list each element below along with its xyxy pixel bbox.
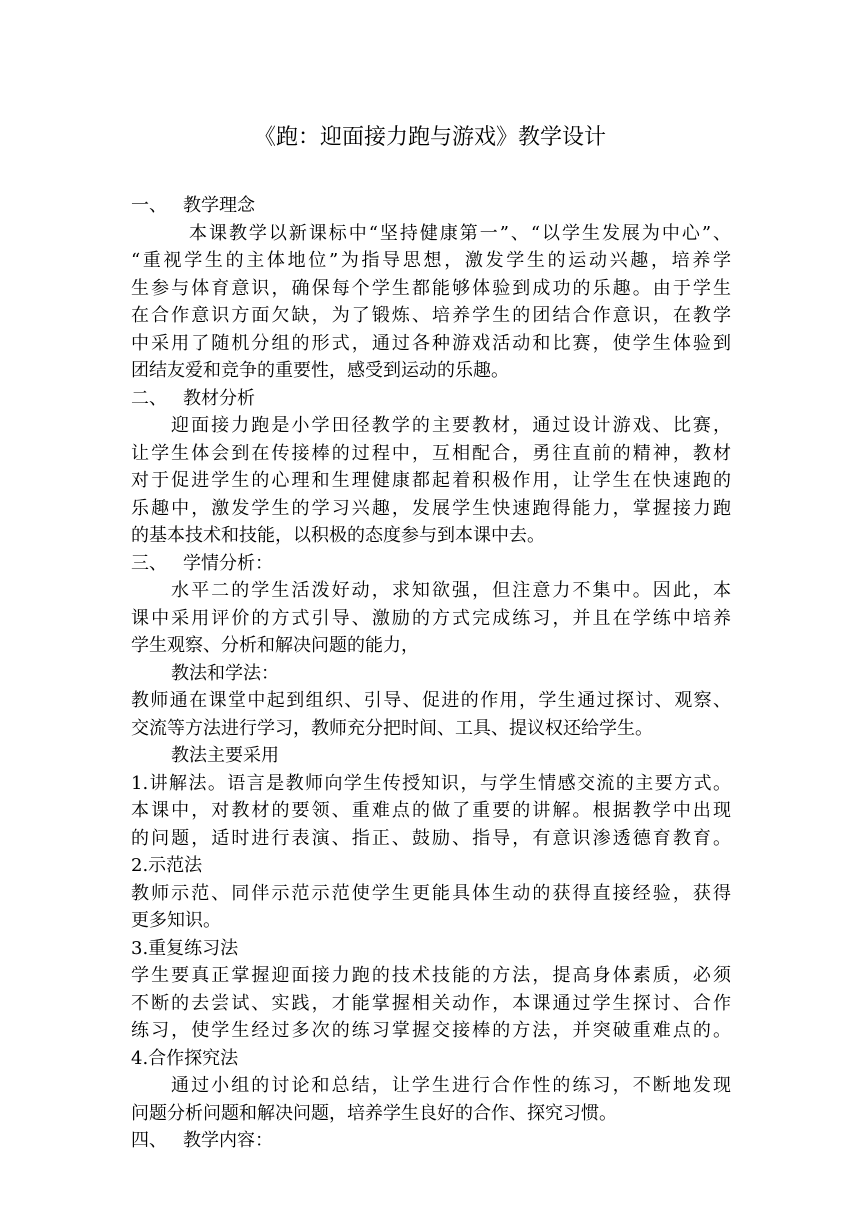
section-title: 教学内容： [183, 1130, 273, 1151]
section-number: 一、 [131, 195, 167, 216]
section-number: 二、 [131, 387, 167, 409]
paragraph-line: “重视学生的主体地位”为指导思想，激发学生的运动兴趣，培养学 [131, 250, 731, 271]
subheading-methods: 教法和学法： [171, 662, 279, 684]
paragraph-line: 练习，使学生经过多次的练习掌握交接棒的方法，并突破重难点的。 [131, 1020, 731, 1041]
paragraph-line: 学生要真正掌握迎面接力跑的技术技能的方法，提高身体素质，必须 [131, 965, 731, 986]
method-title-4: 4.合作探究法 [131, 1047, 239, 1069]
section-heading-4 [131, 1127, 731, 1155]
section-number: 三、 [131, 552, 167, 574]
paragraph-line: 学生观察、分析和解决问题的能力， [131, 635, 419, 656]
section-heading-2 [131, 385, 731, 413]
paragraph-line: 在合作意识方面欠缺，为了锻炼、培养学生的团结合作意识，在教学 [131, 305, 731, 326]
paragraph-line: 教师示范、同伴示范示范使学生更能具体生动的获得直接经验，获得 [131, 882, 731, 904]
paragraph-line: 交流等方法进行学习，教师充分把时间、工具、提议权还给学生。 [131, 717, 653, 739]
document-body [131, 192, 731, 1155]
paragraph-line: 教师通在课堂中起到组织、引导、促进的作用，学生通过探讨、观察、 [131, 690, 731, 711]
paragraph-line: 更多知识。 [131, 910, 221, 931]
paragraph-line: 通过小组的讨论和总结，让学生进行合作性的练习，不断地发现 [171, 1075, 731, 1096]
paragraph-line: 1.讲解法。语言是教师向学生传授知识，与学生情感交流的主要方式。 [131, 772, 731, 794]
paragraph-line: 本课中，对教材的要领、重难点的做了重要的讲解。根据教学中出现 [131, 800, 731, 821]
method-title-2: 2.示范法 [131, 855, 203, 876]
paragraph-line: 乐趣中，激发学生的学习兴趣，发展学生快速跑得能力，掌握接力跑 [131, 497, 731, 519]
paragraph-line: 本课教学以新课标中“坚持健康第一”、“以学生发展为中心”、 [189, 222, 731, 244]
section-title: 教材分析 [183, 387, 255, 409]
paragraph-line: 问题分析问题和解决问题，培养学生良好的合作、探究习惯。 [131, 1102, 617, 1124]
paragraph-line: 让学生体会到在传接棒的过程中，互相配合，勇往直前的精神，教材 [131, 442, 731, 464]
section-number: 四、 [131, 1130, 167, 1151]
paragraph-line: 生参与体育意识，确保每个学生都能够体验到成功的乐趣。由于学生 [131, 277, 731, 299]
paragraph-line: 的问题，适时进行表演、指正、鼓励、指导，有意识渗透德育教育。 [131, 827, 731, 849]
paragraph-line: 对于促进学生的心理和生理健康都起着积极作用，让学生在快速跑的 [131, 470, 731, 491]
section-heading-1 [131, 192, 731, 220]
paragraph-line: 迎面接力跑是小学田径教学的主要教材，通过设计游戏、比赛， [171, 415, 731, 436]
paragraph-line: 水平二的学生活泼好动，求知欲强，但注意力不集中。因此，本 [171, 580, 731, 601]
paragraph-line: 团结友爱和竞争的重要性，感受到运动的乐趣。 [131, 360, 509, 381]
paragraph-line: 的基本技术和技能，以积极的态度参与到本课中去。 [131, 525, 545, 546]
paragraph-line: 课中采用评价的方式引导、激励的方式完成练习，并且在学练中培养 [131, 607, 731, 629]
paragraph-line: 中采用了随机分组的形式，通过各种游戏活动和比赛，使学生体验到 [131, 332, 731, 354]
method-title-3: 3.重复练习法 [131, 937, 239, 959]
section-title: 学情分析： [183, 552, 273, 574]
section-title: 教学理念 [183, 195, 255, 216]
section-heading-3 [131, 550, 731, 578]
paragraph-line: 不断的去尝试、实践，才能掌握相关动作，本课通过学生探讨、合作 [131, 992, 731, 1014]
document-title: 《跑：迎面接力跑与游戏》教学设计 [253, 125, 606, 150]
subheading-main-methods: 教法主要采用 [171, 745, 279, 766]
